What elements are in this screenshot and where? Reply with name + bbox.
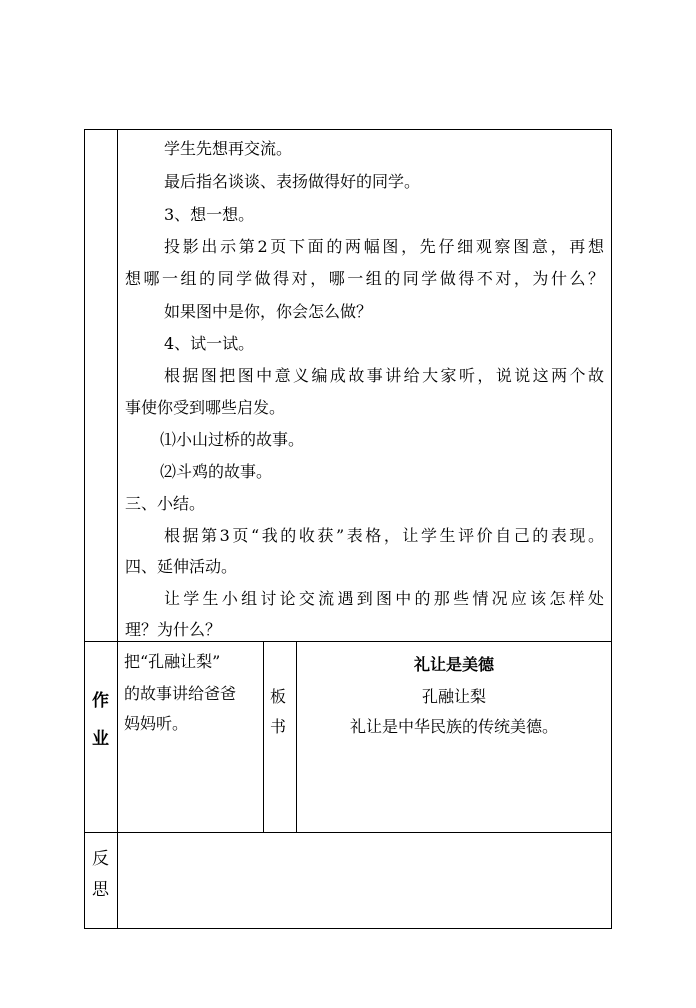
board-label: 书	[270, 717, 287, 736]
reflection-label: 思	[92, 880, 109, 900]
lesson-line: 事使你受到哪些启发。	[125, 398, 286, 417]
board-label-left-divider	[263, 641, 264, 832]
lesson-line: 如果图中是你，你会怎么做？	[164, 302, 373, 321]
board-line: 孔融让梨	[421, 687, 486, 706]
table-bottom-border	[84, 928, 612, 929]
homework-text: 把“孔融让梨”	[124, 652, 221, 671]
reflection-label: 反	[92, 849, 109, 869]
lesson-line: 理？为什么？	[125, 620, 222, 639]
table-left-border	[84, 129, 85, 929]
board-label: 板	[270, 687, 287, 706]
lesson-line: 让学生小组讨论交流遇到图中的那些情况应该怎样处	[164, 589, 604, 608]
lesson-line: 三、小结。	[125, 494, 206, 513]
board-title: 礼让是美德	[413, 655, 494, 674]
lesson-line: 投影出示第2页下面的两幅图，先仔细观察图意，再想	[164, 237, 604, 256]
homework-text: 妈妈听。	[124, 714, 189, 733]
lesson-line: 3、想一想。	[164, 205, 255, 224]
homework-label: 作	[92, 691, 109, 711]
homework-text: 的故事讲给爸爸	[124, 684, 237, 703]
lesson-line: 想哪一组的同学做得对，哪一组的同学做得不对，为什么？	[125, 269, 604, 288]
lesson-line: ⑴小山过桥的故事。	[160, 430, 305, 449]
lesson-line: 学生先想再交流。	[164, 139, 293, 158]
homework-label: 业	[92, 729, 109, 749]
lesson-line: 根据图把图中意义编成故事讲给大家听，说说这两个故	[164, 366, 604, 385]
lesson-line: 4、试一试。	[164, 334, 255, 353]
board-line: 礼让是中华民族的传统美德。	[349, 717, 558, 736]
lesson-line: 根据第3页“我的收获”表格，让学生评价自己的表现。	[164, 526, 604, 545]
table-right-border	[611, 129, 612, 929]
lesson-line: 最后指名谈谈、表扬做得好的同学。	[164, 172, 421, 191]
row-divider-homework	[84, 641, 612, 642]
lesson-line: ⑵斗鸡的故事。	[160, 462, 273, 481]
lesson-line: 四、延伸活动。	[125, 557, 238, 576]
table-top-border	[84, 129, 612, 130]
row-divider-reflection	[84, 832, 612, 833]
label-column-divider	[117, 129, 118, 929]
